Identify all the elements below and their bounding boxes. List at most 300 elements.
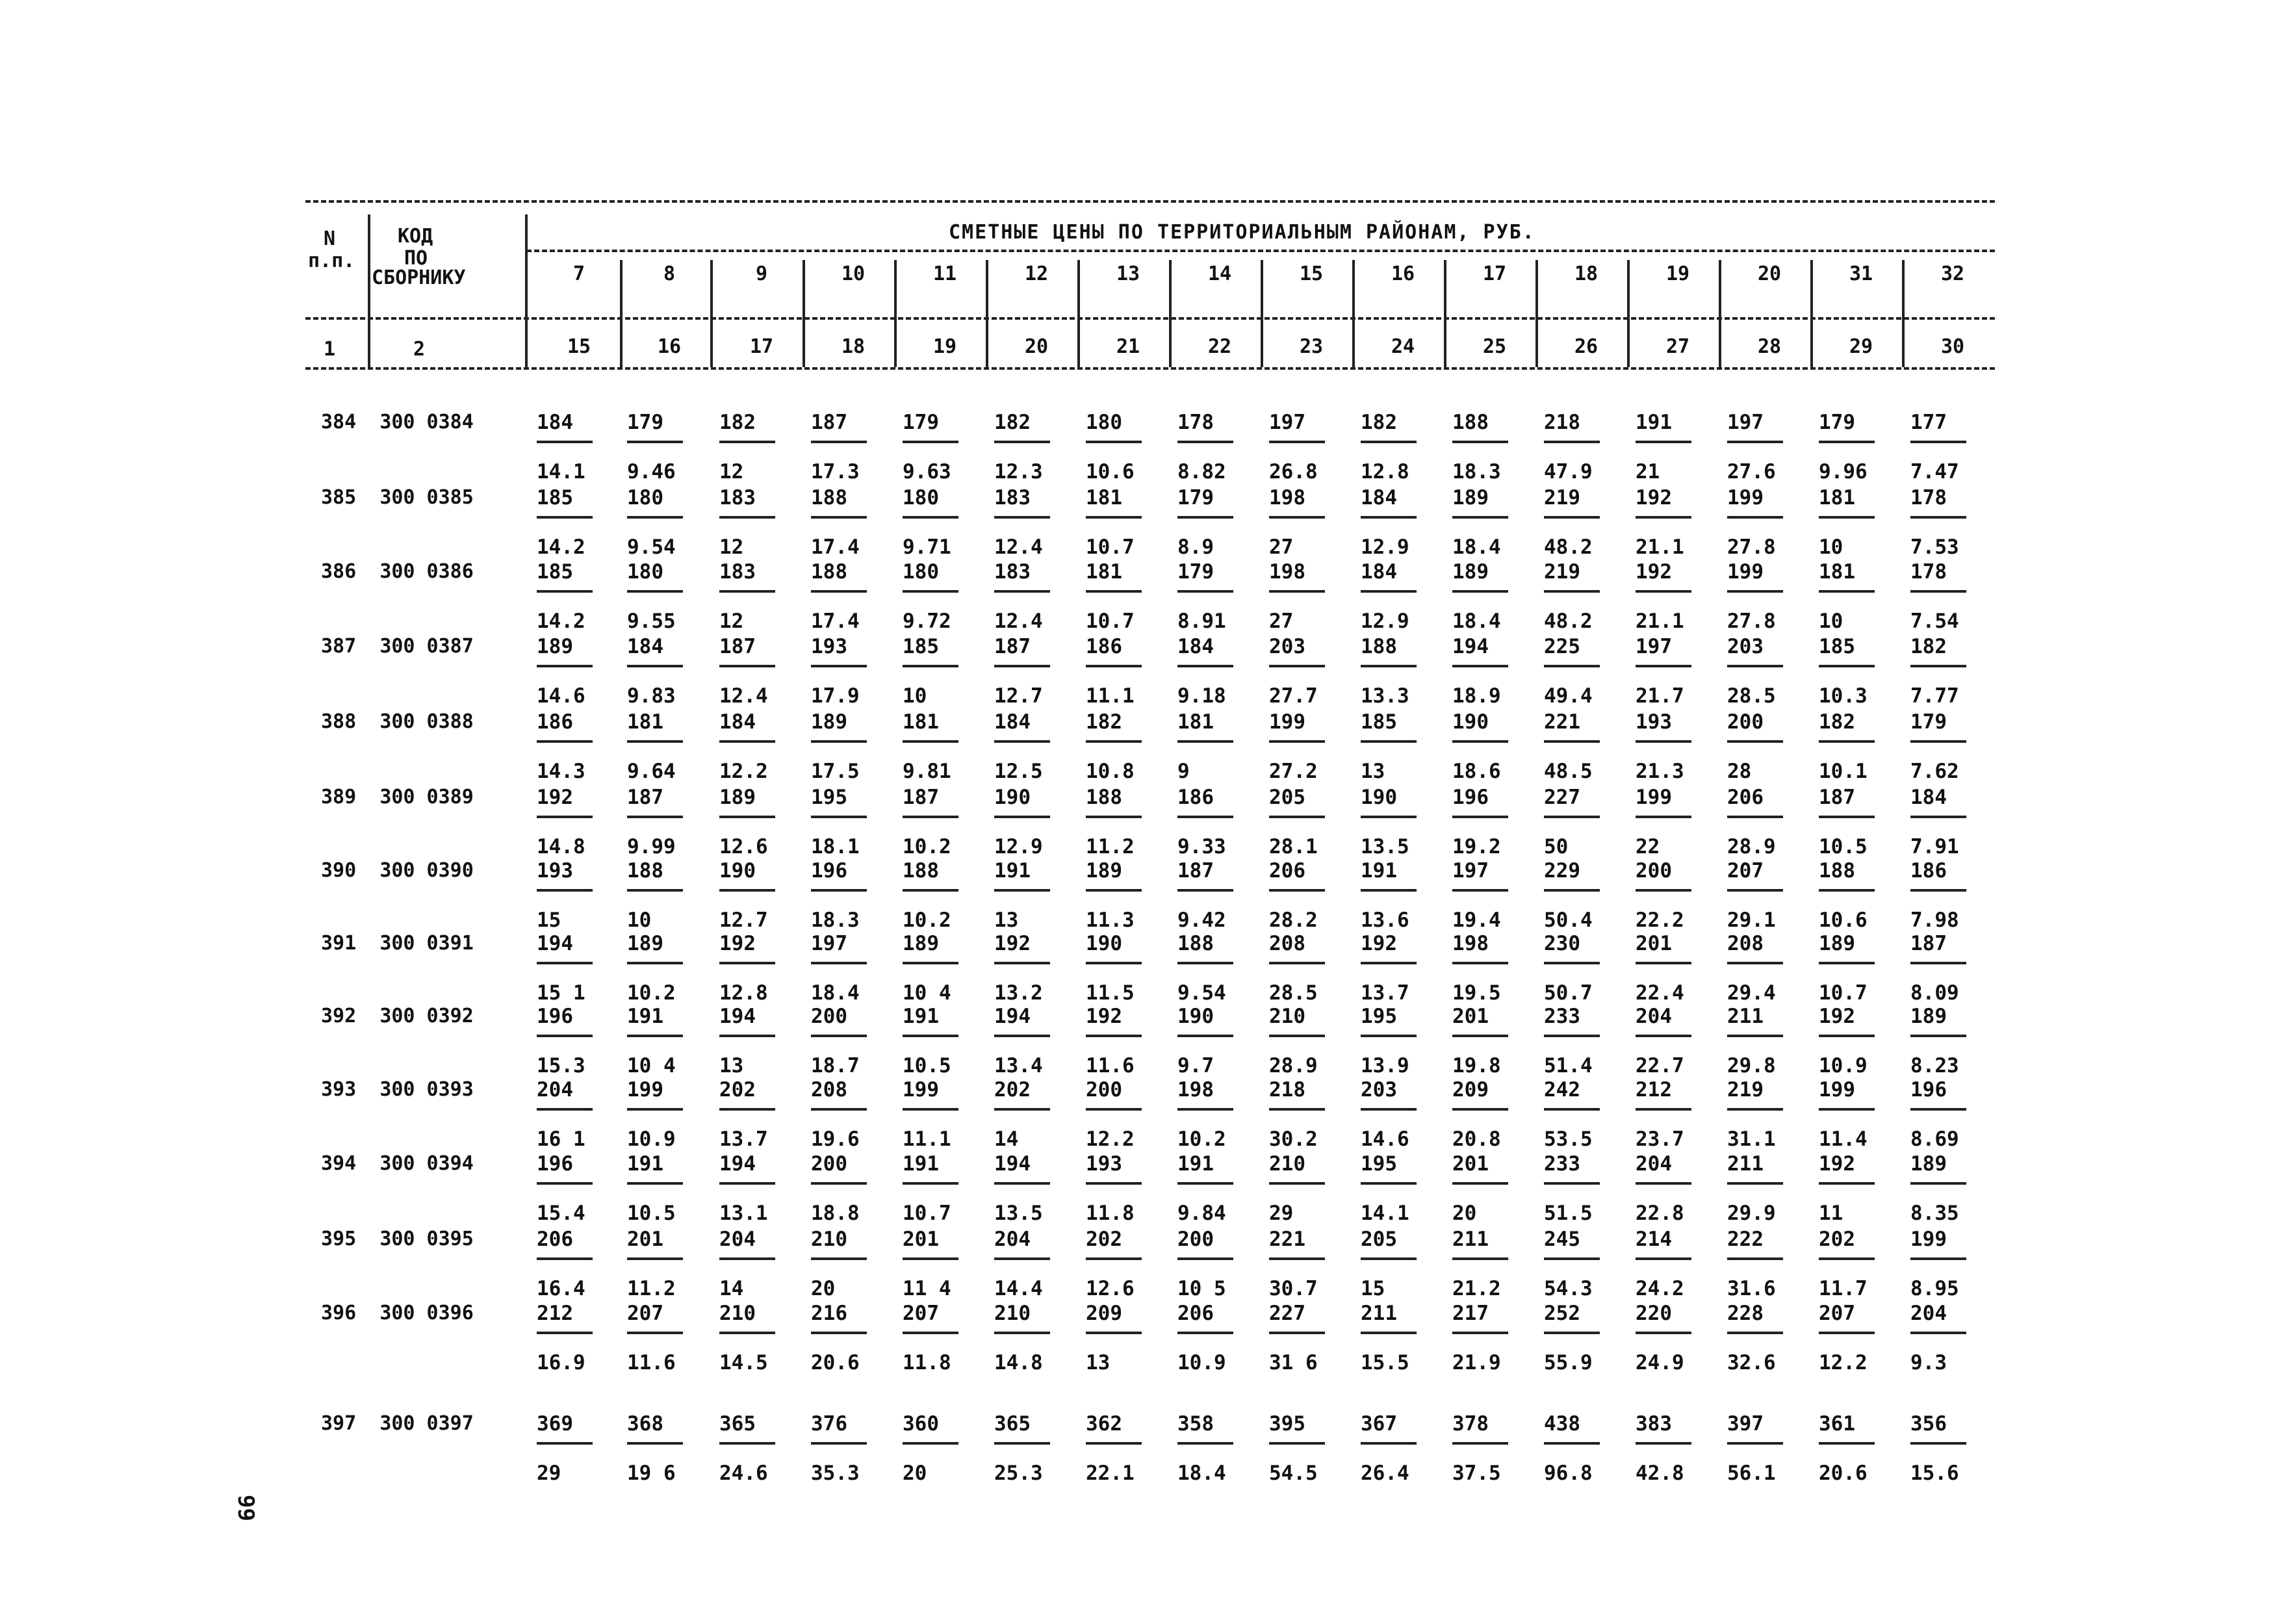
price-value: 184 (627, 635, 663, 658)
district-number: 13 (1116, 263, 1140, 285)
fraction-rule (1177, 441, 1233, 443)
wage-value: 29.1 (1727, 909, 1776, 932)
wage-value: 27.8 (1727, 535, 1776, 559)
fraction-rule (1452, 516, 1508, 519)
fraction-rule (903, 816, 958, 818)
wage-value: 13.9 (1361, 1054, 1409, 1077)
district-number: 15 (1299, 263, 1324, 285)
price-value: 206 (537, 1228, 573, 1251)
fraction-rule (811, 889, 867, 892)
price-value: 207 (1819, 1302, 1855, 1325)
fraction-rule (1452, 740, 1508, 743)
wage-value: 10.7 (1086, 610, 1135, 633)
fraction-rule (1910, 516, 1966, 519)
wage-value: 10.9 (1819, 1054, 1868, 1077)
wage-value: 19 6 (627, 1462, 676, 1485)
fraction-rule (627, 1442, 683, 1445)
wage-value: 11.2 (1086, 835, 1135, 858)
wage-value: 28.9 (1727, 835, 1776, 858)
wage-value: 11.3 (1086, 909, 1135, 932)
fraction-rule (811, 665, 867, 667)
fraction-rule (1086, 590, 1142, 593)
fraction-rule (994, 889, 1050, 892)
wage-value: 27.2 (1269, 760, 1318, 783)
wage-value: 16.4 (537, 1277, 585, 1300)
fraction-rule (1452, 441, 1508, 443)
price-value: 187 (627, 786, 663, 809)
wage-value: 11.8 (1086, 1202, 1135, 1225)
price-value: 187 (719, 635, 756, 658)
table-top-rule (305, 200, 1995, 203)
price-value: 180 (903, 560, 939, 584)
wage-value: 54.3 (1544, 1277, 1593, 1300)
price-value: 210 (1269, 1005, 1305, 1028)
row-number: 394 (321, 1152, 357, 1175)
wage-value: 48.2 (1544, 535, 1593, 559)
column-numbering: 17 (749, 335, 774, 358)
fraction-rule (537, 816, 593, 818)
fraction-rule (1727, 590, 1783, 593)
wage-value: 18.4 (1452, 535, 1501, 559)
wage-value: 22.7 (1636, 1054, 1684, 1077)
wage-value: 53.5 (1544, 1128, 1593, 1151)
price-value: 189 (1086, 859, 1122, 883)
price-value: 197 (1727, 411, 1764, 434)
price-value: 192 (1636, 560, 1672, 584)
fraction-rule (1636, 1257, 1691, 1260)
fraction-rule (1727, 1442, 1783, 1445)
price-value: 194 (537, 932, 573, 955)
fraction-rule (903, 665, 958, 667)
price-value: 188 (1452, 411, 1489, 434)
wage-value: 10.6 (1086, 460, 1135, 483)
fraction-rule (1269, 889, 1325, 892)
fraction-rule (1086, 816, 1142, 818)
wage-value: 56.1 (1727, 1462, 1776, 1485)
wage-value: 15 (537, 909, 561, 932)
price-value: 191 (627, 1152, 663, 1176)
fraction-rule (903, 1182, 958, 1185)
price-value: 207 (627, 1302, 663, 1325)
fraction-rule (994, 1035, 1050, 1037)
row-number: 397 (321, 1412, 357, 1435)
fraction-rule (1544, 1035, 1600, 1037)
wage-value: 13.6 (1361, 909, 1409, 932)
wage-value: 9.96 (1819, 460, 1868, 483)
fraction-rule (1544, 516, 1600, 519)
fraction-rule (537, 1332, 593, 1334)
fraction-rule (627, 665, 683, 667)
wage-value: 11.4 (1819, 1128, 1868, 1151)
price-value: 207 (1727, 859, 1764, 883)
price-value: 219 (1544, 486, 1580, 509)
fraction-rule (1544, 665, 1600, 667)
row-code: 300 0387 (379, 635, 474, 658)
wage-value: 10.2 (903, 835, 951, 858)
fraction-rule (811, 516, 867, 519)
district-number: 20 (1757, 263, 1782, 285)
wage-value: 18.6 (1452, 760, 1501, 783)
wage-value: 9.84 (1177, 1202, 1226, 1225)
row-id (321, 1078, 474, 1101)
price-value: 196 (537, 1152, 573, 1176)
price-value: 188 (811, 486, 847, 509)
wage-value: 50.7 (1544, 981, 1593, 1005)
wage-value: 11.1 (903, 1128, 951, 1151)
wage-value: 14.2 (537, 535, 585, 559)
fraction-rule (1544, 1182, 1600, 1185)
wage-value: 15.4 (537, 1202, 585, 1225)
wage-value: 18.1 (811, 835, 860, 858)
col-code-title: КОД (398, 225, 433, 248)
wage-value: 13 (994, 909, 1019, 932)
price-value: 209 (1452, 1078, 1489, 1102)
wage-value: 7.62 (1910, 760, 1959, 783)
row-id (321, 932, 474, 955)
price-value: 190 (1086, 932, 1122, 955)
wage-value: 14.4 (994, 1277, 1043, 1300)
wage-value: 13.4 (994, 1054, 1043, 1077)
price-value: 185 (903, 635, 939, 658)
wage-value: 9.33 (1177, 835, 1226, 858)
price-value: 195 (811, 786, 847, 809)
fraction-rule (994, 1442, 1050, 1445)
group-title: СМЕТНЫЕ ЦЕНЫ ПО ТЕРРИТОРИАЛЬНЫМ РАЙОНАМ, РУБ. (949, 221, 1535, 244)
row-code: 300 0396 (379, 1302, 474, 1324)
wage-value: 13.1 (719, 1202, 768, 1225)
fraction-rule (903, 740, 958, 743)
price-value: 197 (1636, 635, 1672, 658)
fraction-rule (1727, 1182, 1783, 1185)
wage-value: 17.4 (811, 535, 860, 559)
row-code: 300 0388 (379, 710, 474, 733)
price-value: 189 (1452, 486, 1489, 509)
price-value: 196 (1452, 786, 1489, 809)
fraction-rule (1636, 962, 1691, 964)
price-value: 179 (627, 411, 663, 434)
fraction-rule (1361, 1332, 1417, 1334)
wage-value: 10 (1819, 610, 1843, 633)
district-number: 12 (1024, 263, 1049, 285)
fraction-rule (1910, 590, 1966, 593)
fraction-rule (1819, 516, 1875, 519)
price-value: 181 (1819, 486, 1855, 509)
price-value: 206 (1177, 1302, 1214, 1325)
group-header-rule (526, 250, 1995, 252)
price-value: 181 (1177, 710, 1214, 734)
wage-value: 29.9 (1727, 1202, 1776, 1225)
wage-value: 16 1 (537, 1128, 585, 1151)
wage-value: 10.9 (1177, 1351, 1226, 1374)
wage-value: 10.5 (1819, 835, 1868, 858)
fraction-rule (994, 1332, 1050, 1334)
fraction-rule (811, 1035, 867, 1037)
price-value: 203 (1269, 635, 1305, 658)
price-value: 210 (994, 1302, 1031, 1325)
fraction-rule (719, 740, 775, 743)
header-bottom-rule (305, 367, 1995, 370)
fraction-rule (903, 441, 958, 443)
price-value: 210 (1269, 1152, 1305, 1176)
wage-value: 54.5 (1269, 1462, 1318, 1485)
wage-value: 20.6 (1819, 1462, 1868, 1485)
price-value: 360 (903, 1412, 939, 1436)
fraction-rule (1177, 1442, 1233, 1445)
wage-value: 19.5 (1452, 981, 1501, 1005)
fraction-rule (811, 962, 867, 964)
header-mid-rule (305, 317, 1995, 320)
fraction-rule (627, 590, 683, 593)
wage-value: 28.1 (1269, 835, 1318, 858)
fraction-rule (537, 889, 593, 892)
wage-value: 15 (1361, 1277, 1385, 1300)
wage-value: 10.9 (627, 1128, 676, 1151)
price-value: 204 (1636, 1152, 1672, 1176)
wage-value: 21.1 (1636, 535, 1684, 559)
wage-value: 27 (1269, 535, 1294, 559)
fraction-rule (811, 1182, 867, 1185)
price-value: 356 (1910, 1412, 1947, 1436)
wage-value: 10.3 (1819, 684, 1868, 708)
price-value: 187 (811, 411, 847, 434)
fraction-rule (537, 1182, 593, 1185)
price-value: 208 (1727, 932, 1764, 955)
fraction-rule (811, 740, 867, 743)
wage-value: 7.77 (1910, 684, 1959, 708)
wage-value: 10.1 (1819, 760, 1868, 783)
wage-value: 12.4 (994, 610, 1043, 633)
price-value: 189 (537, 635, 573, 658)
wage-value: 27 (1269, 610, 1294, 633)
fraction-rule (994, 665, 1050, 667)
fraction-rule (1269, 816, 1325, 818)
price-value: 184 (1177, 635, 1214, 658)
wage-value: 24.6 (719, 1462, 768, 1485)
wage-value: 18.3 (811, 909, 860, 932)
wage-value: 25.3 (994, 1462, 1043, 1485)
wage-value: 18.4 (1177, 1462, 1226, 1485)
price-value: 383 (1636, 1412, 1672, 1436)
fraction-rule (627, 1182, 683, 1185)
fraction-rule (1819, 816, 1875, 818)
price-value: 199 (1819, 1078, 1855, 1102)
fraction-rule (719, 889, 775, 892)
price-value: 182 (994, 411, 1031, 434)
price-value: 183 (719, 560, 756, 584)
wage-value: 28 (1727, 760, 1752, 783)
col-numbering: 1 (324, 338, 336, 361)
fraction-rule (1361, 665, 1417, 667)
fraction-rule (1269, 441, 1325, 443)
wage-value: 22.2 (1636, 909, 1684, 932)
wage-value: 7.53 (1910, 535, 1959, 559)
row-number: 395 (321, 1228, 357, 1250)
price-value: 180 (627, 486, 663, 509)
wage-value: 13 (719, 1054, 744, 1077)
price-value: 195 (1361, 1005, 1397, 1028)
wage-value: 50 (1544, 835, 1569, 858)
price-value: 182 (1910, 635, 1947, 658)
wage-value: 12.7 (719, 909, 768, 932)
fraction-rule (1452, 1257, 1508, 1260)
wage-value: 12 (719, 460, 744, 483)
fraction-rule (1452, 1108, 1508, 1111)
wage-value: 12.5 (994, 760, 1043, 783)
wage-value: 14 (994, 1128, 1019, 1151)
price-value: 190 (1452, 710, 1489, 734)
fraction-rule (627, 516, 683, 519)
row-number: 393 (321, 1078, 357, 1101)
wage-value: 12.4 (719, 684, 768, 708)
district-number: 17 (1482, 263, 1507, 285)
fraction-rule (1544, 1332, 1600, 1334)
wage-value: 12.4 (994, 535, 1043, 559)
fraction-rule (1452, 889, 1508, 892)
fraction-rule (537, 1257, 593, 1260)
wage-value: 11.6 (1086, 1054, 1135, 1077)
fraction-rule (627, 962, 683, 964)
wage-value: 23.7 (1636, 1128, 1684, 1151)
price-value: 193 (537, 859, 573, 883)
fraction-rule (1361, 1035, 1417, 1037)
price-value: 210 (719, 1302, 756, 1325)
price-value: 219 (1544, 560, 1580, 584)
wage-value: 7.47 (1910, 460, 1959, 483)
price-value: 199 (1636, 786, 1672, 809)
wage-value: 9.81 (903, 760, 951, 783)
wage-value: 10 (903, 684, 927, 708)
price-value: 365 (994, 1412, 1031, 1436)
wage-value: 11.6 (627, 1351, 676, 1374)
price-value: 199 (1727, 486, 1764, 509)
fraction-rule (903, 516, 958, 519)
price-value: 179 (903, 411, 939, 434)
fraction-rule (1727, 816, 1783, 818)
fraction-rule (1452, 1332, 1508, 1334)
wage-value: 51.4 (1544, 1054, 1593, 1077)
price-value: 179 (1177, 486, 1214, 509)
fraction-rule (1544, 441, 1600, 443)
wage-value: 15.6 (1910, 1462, 1959, 1485)
wage-value: 13.3 (1361, 684, 1409, 708)
wage-value: 42.8 (1636, 1462, 1684, 1485)
wage-value: 24.9 (1636, 1351, 1684, 1374)
fraction-rule (537, 740, 593, 743)
price-value: 201 (903, 1228, 939, 1251)
wage-value: 35.3 (811, 1462, 860, 1485)
price-value: 180 (627, 560, 663, 584)
wage-value: 18.4 (1452, 610, 1501, 633)
fraction-rule (1819, 1442, 1875, 1445)
price-value: 184 (994, 710, 1031, 734)
price-value: 183 (994, 560, 1031, 584)
fraction-rule (1269, 740, 1325, 743)
district-number: 32 (1940, 263, 1965, 285)
wage-value: 7.91 (1910, 835, 1959, 858)
wage-value: 11.5 (1086, 981, 1135, 1005)
wage-value: 96.8 (1544, 1462, 1593, 1485)
fraction-rule (1177, 962, 1233, 964)
wage-value: 29 (537, 1462, 561, 1485)
fraction-rule (719, 1442, 775, 1445)
fraction-rule (994, 1257, 1050, 1260)
row-id (321, 560, 474, 583)
wage-value: 29.4 (1727, 981, 1776, 1005)
fraction-rule (1910, 816, 1966, 818)
fraction-rule (719, 516, 775, 519)
price-value: 187 (994, 635, 1031, 658)
wage-value: 8.91 (1177, 610, 1226, 633)
wage-value: 13.7 (1361, 981, 1409, 1005)
fraction-rule (994, 816, 1050, 818)
wage-value: 55.9 (1544, 1351, 1593, 1374)
wage-value: 10 (627, 909, 652, 932)
wage-value: 20 (903, 1462, 927, 1485)
price-value: 367 (1361, 1412, 1397, 1436)
wage-value: 20 (811, 1277, 836, 1300)
row-id (321, 786, 474, 808)
price-value: 233 (1544, 1152, 1580, 1176)
fraction-rule (1452, 816, 1508, 818)
row-number: 390 (321, 859, 357, 882)
col-numbering: 2 (413, 338, 426, 361)
fraction-rule (1819, 889, 1875, 892)
fraction-rule (1452, 590, 1508, 593)
district-number: 10 (841, 263, 866, 285)
fraction-rule (1452, 1442, 1508, 1445)
col-code-title: ПО (404, 247, 428, 270)
row-number: 384 (321, 411, 357, 433)
fraction-rule (1269, 1035, 1325, 1037)
fraction-rule (811, 590, 867, 593)
fraction-rule (1177, 665, 1233, 667)
fraction-rule (627, 816, 683, 818)
price-value: 200 (811, 1152, 847, 1176)
price-value: 184 (1361, 560, 1397, 584)
wage-value: 10.5 (903, 1054, 951, 1077)
wage-value: 12.2 (719, 760, 768, 783)
price-value: 191 (994, 859, 1031, 883)
price-value: 184 (1361, 486, 1397, 509)
fraction-rule (811, 441, 867, 443)
fraction-rule (994, 441, 1050, 443)
price-value: 189 (903, 932, 939, 955)
wage-value: 9.54 (627, 535, 676, 559)
fraction-rule (903, 590, 958, 593)
fraction-rule (1910, 1332, 1966, 1334)
price-value: 188 (1361, 635, 1397, 658)
wage-value: 9.18 (1177, 684, 1226, 708)
district-number: 19 (1665, 263, 1690, 285)
price-value: 365 (719, 1412, 756, 1436)
price-value: 438 (1544, 1412, 1580, 1436)
fraction-rule (1361, 816, 1417, 818)
price-value: 184 (1910, 786, 1947, 809)
price-value: 210 (811, 1228, 847, 1251)
price-value: 369 (537, 1412, 573, 1436)
fraction-rule (1452, 1035, 1508, 1037)
wage-value: 13 (1361, 760, 1385, 783)
wage-value: 10.8 (1086, 760, 1135, 783)
wage-value: 37.5 (1452, 1462, 1501, 1485)
fraction-rule (1910, 441, 1966, 443)
wage-value: 12.9 (1361, 535, 1409, 559)
wage-value: 12.3 (994, 460, 1043, 483)
fraction-rule (1636, 1442, 1691, 1445)
wage-value: 9.54 (1177, 981, 1226, 1005)
row-id (321, 1005, 474, 1027)
fraction-rule (903, 889, 958, 892)
